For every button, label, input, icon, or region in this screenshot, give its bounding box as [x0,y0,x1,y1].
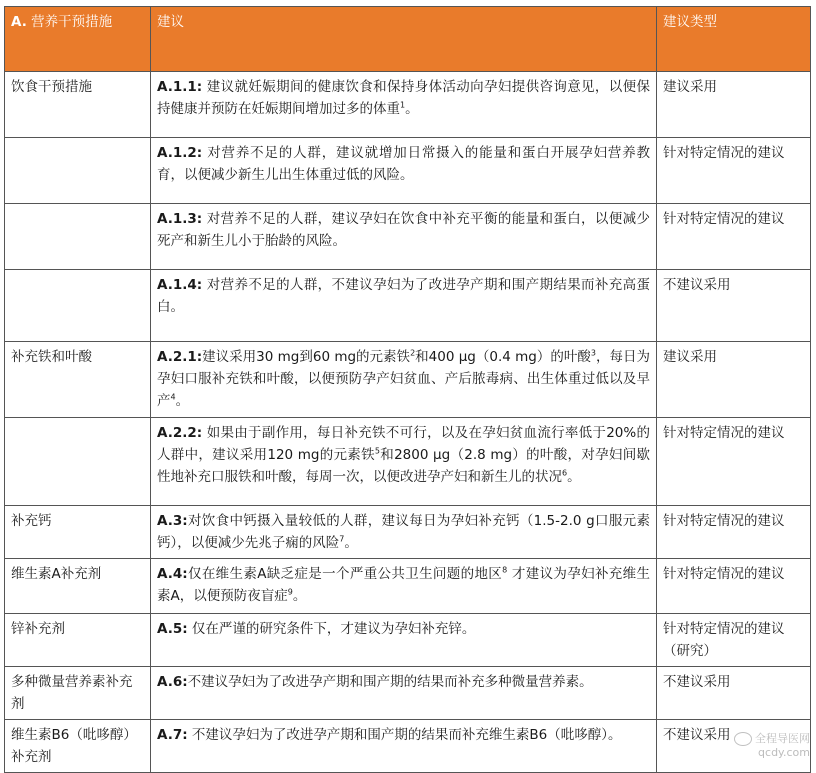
type-cell: 建议采用 [657,342,811,418]
measure-cell [5,138,151,204]
type-cell: 针对特定情况的建议 [657,138,811,204]
table-row [5,418,811,506]
type-cell: 针对特定情况的建议 [657,204,811,270]
recommendation-cell: A.2.1:建议采用30 mg到60 mg的元素铁$^2$和400 µg（0.4 mg）的叶酸$^3$，每日为孕妇口服补充铁和叶酸，以便预防孕产妇贫血、产后脓毒病、出生体重过低以及早产$^4$。 [151,342,657,418]
recommendation-cell: A.4:仅在维生素A缺乏症是一个严重公共卫生问题的地区$^8$ 才建议为孕妇补充维生素A，以便预防夜盲症$^9$。 [151,559,657,614]
type-cell: 不建议采用 [657,667,811,720]
header-type: 建议类型 [657,7,811,72]
type-cell: 不建议采用 [657,270,811,342]
recommendation-cell: A.1.4: 对营养不足的人群，不建议孕妇为了改进孕产期和围产期结果而补充高蛋白。 [151,270,657,342]
measure-cell [5,418,151,506]
table-row [5,138,811,204]
measure-cell [5,270,151,342]
measure-cell: 维生素A补充剂 [5,559,151,614]
watermark-logo-icon [734,732,752,746]
recommendation-cell: A.3:对饮食中钙摄入量较低的人群，建议每日为孕妇补充钙（1.5-2.0 g口服元素钙），以便减少先兆子痫的风险$^7$。 [151,506,657,559]
recommendation-cell: A.7: 不建议孕妇为了改进孕产期和围产期的结果而补充维生素B6（吡哆醇）。 [151,720,657,773]
table-row [5,270,811,342]
measure-cell [5,204,151,270]
table-row [5,720,811,773]
type-cell: 建议采用 [657,72,811,138]
table-row [5,204,811,270]
type-cell: 针对特定情况的建议 [657,506,811,559]
measure-cell: 饮食干预措施 [5,72,151,138]
recommendations-table [4,6,811,773]
header-measure: A. 营养干预措施 [5,7,151,72]
type-cell: 针对特定情况的建议（研究） [657,614,811,667]
measure-cell: 多种微量营养素补充剂 [5,667,151,720]
type-cell: 不建议采用 [657,720,811,773]
recommendation-cell: A.5: 仅在严谨的研究条件下，才建议为孕妇补充锌。 [151,614,657,667]
recommendation-cell: A.1.1: 建议就妊娠期间的健康饮食和保持身体活动向孕妇提供咨询意见，以便保持健康并预防在妊娠期间增加过多的体重$^1$。 [151,72,657,138]
recommendation-cell: A.1.3: 对营养不足的人群，建议孕妇在饮食中补充平衡的能量和蛋白，以便减少死产和新生儿小于胎龄的风险。 [151,204,657,270]
measure-cell: 补充铁和叶酸 [5,342,151,418]
table-row [5,506,811,559]
watermark: 全程导医网 qcdy.com [734,732,810,759]
measure-cell: 补充钙 [5,506,151,559]
measure-cell: 锌补充剂 [5,614,151,667]
table-row [5,72,811,138]
recommendation-cell: A.6:不建议孕妇为了改进孕产期和围产期的结果而补充多种微量营养素。 [151,667,657,720]
type-cell: 针对特定情况的建议 [657,418,811,506]
table-header-row [5,7,811,72]
header-recommendation: 建议 [151,7,657,72]
table-row [5,614,811,667]
table-row [5,342,811,418]
table-row [5,559,811,614]
recommendation-cell: A.1.2: 对营养不足的人群，建议就增加日常摄入的能量和蛋白开展孕妇营养教育，以便减少新生儿出生体重过低的风险。 [151,138,657,204]
recommendation-cell: A.2.2: 如果由于副作用，每日补充铁不可行，以及在孕妇贫血流行率低于20%的人群中，建议采用120 mg的元素铁$^5$和2800 µg（2.8 mg）的叶酸，对孕妇间歇性地补充口服铁和叶酸，每周一次，以便改进孕产妇和新生儿的状况$^6$。 [151,418,657,506]
type-cell: 针对特定情况的建议 [657,559,811,614]
measure-cell: 维生素B6（吡哆醇）补充剂 [5,720,151,773]
table-row [5,667,811,720]
